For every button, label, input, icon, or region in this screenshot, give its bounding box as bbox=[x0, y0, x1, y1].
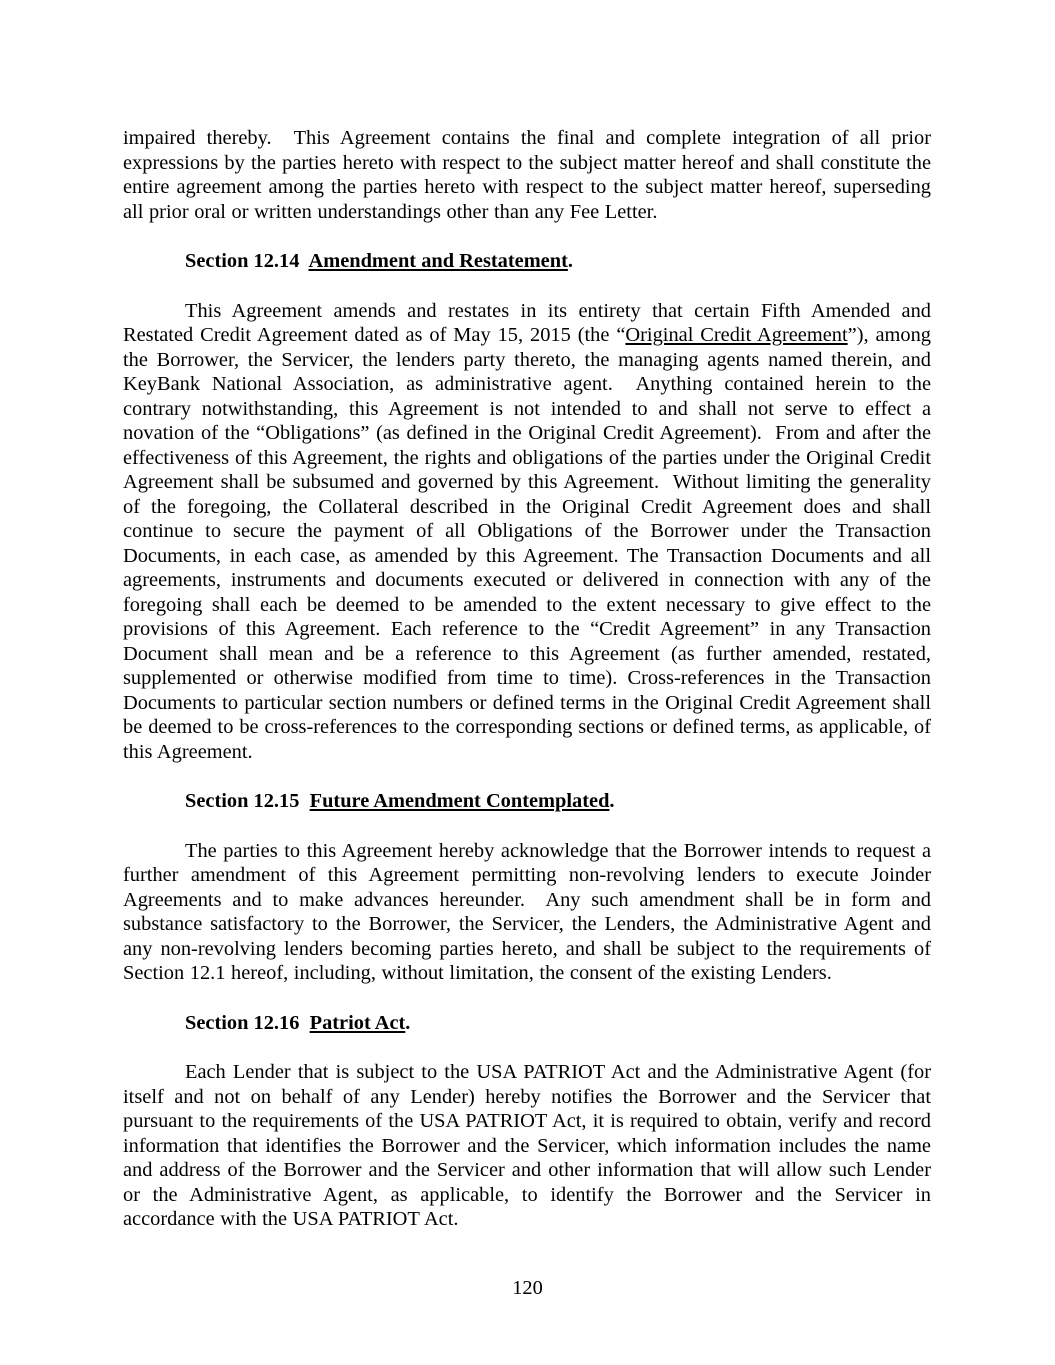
page-number: 120 bbox=[512, 1277, 543, 1299]
paragraph-amendment-and-restatement: This Agreement amends and restates in its entirety that certain Fifth Amended and Restated Credit Agreement dated as of May 15, 2015 (the “Original Credit Agreement”), among the Borrower, the Servicer, the lenders party thereto, the managing agents named therein, and KeyBank National Association, as administrative agent. Anything contained herein to the contrary notwithstanding, this Agreement is not intended to and shall not serve to effect a novation of the “Obligations” (as defined in the Original Credit Agreement). From and after the effectiveness of this Agreement, the rights and obligations of the parties under the Original Credit Agreement shall be subsumed and governed by this Agreement. Without limiting the generality of the foregoing, the Collateral described in the Original Credit Agreement does and shall continue to secure the payment of all Obligations of the Borrower under the Transaction Documents, in each case, as amended by this Agreement. The Transaction Documents and all agreements, instruments and documents executed or delivered in connection with any of the foregoing shall each be deemed to be amended to the extent necessary to give effect to the provisions of this Agreement. Each reference to the “Credit Agreement” in any Transaction Document shall mean and be a reference to this Agreement (as further amended, restated, supplemented or otherwise modified from time to time). Cross-references in the Transaction Documents to particular section numbers or defined terms in the Original Credit Agreement shall be deemed to be cross-references to the corresponding sections or defined terms, as applicable, of this Agreement. bbox=[123, 299, 931, 763]
paragraph-patriot-act: Each Lender that is subject to the USA PATRIOT Act and the Administrative Agent (for itself and not on behalf of any Lender) hereby notifies the Borrower and the Servicer that pursuant to the requirements of the USA PATRIOT Act, it is required to obtain, verify and record information that identifies the Borrower and the Servicer, which information includes the name and address of the Borrower and the Servicer and other information that will allow such Lender or the Administrative Agent, as applicable, to identify the Borrower and the Servicer in accordance with the USA PATRIOT Act. bbox=[123, 1061, 931, 1230]
document-body bbox=[123, 126, 931, 1257]
paragraph-future-amendment-contemplated: The parties to this Agreement hereby acknowledge that the Borrower intends to request a further amendment of this Agreement permitting non-revolving lenders to execute Joinder Agreements and to make advances hereunder. Any such amendment shall be in form and substance satisfactory to the Borrower, the Servicer, the Lenders, the Administrative Agent and any non-revolving lenders becoming parties hereto, and shall be subject to the requirements of Section 12.1 hereof, including, without limitation, the consent of the existing Lenders. bbox=[123, 839, 931, 984]
paragraph-continuation: impaired thereby. This Agreement contains the final and complete integration of all prior expressions by the parties hereto with respect to the subject matter hereof and shall constitute the entire agreement among the parties hereto with respect to the subject matter hereof, superseding all prior oral or written understandings other than any Fee Letter. bbox=[123, 127, 931, 223]
section-heading-12-15: Section 12.15 Future Amendment Contemplated. bbox=[185, 790, 615, 812]
section-heading-12-14: Section 12.14 Amendment and Restatement. bbox=[185, 250, 573, 272]
section-heading-12-16: Section 12.16 Patriot Act. bbox=[185, 1011, 411, 1034]
